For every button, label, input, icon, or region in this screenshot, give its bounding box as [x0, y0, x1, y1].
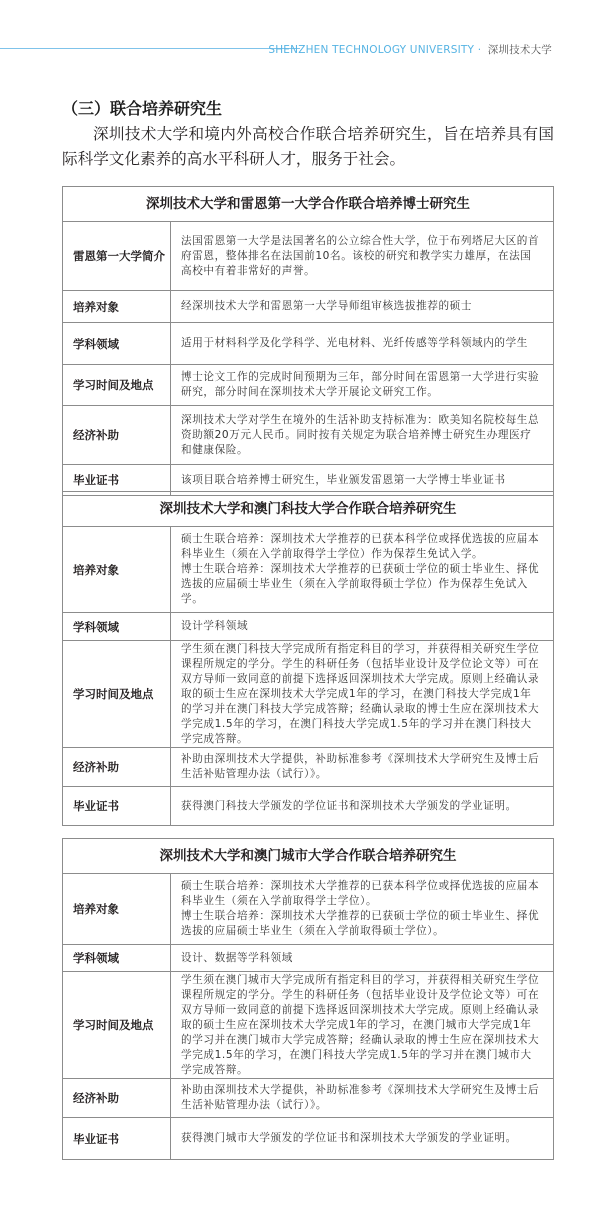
- row-value: 博士论文工作的完成时间预期为三年，部分时间在雷恩第一大学进行实验研究，部分时间在深圳技术大学开展论文研究工作。: [181, 371, 540, 398]
- row-label: 学习时间及地点: [63, 365, 171, 405]
- row-value: 硕士生联合培养：深圳技术大学推荐的已获本科学位或择优选拔的应届本科毕业生（须在入学前取得学士学位）作为保荐生免试入学。 博士生联合培养：深圳技术大学推荐的已获硕士学位的硕士毕业生、择优选拔的应届硕士毕业生（须在入学前取得硕士学位）作为保荐生免试入学。: [181, 533, 540, 605]
- row-label: 毕业证书: [63, 465, 171, 495]
- row-label: 经济补助: [63, 748, 171, 786]
- table-row: [63, 365, 553, 406]
- table-row: [63, 1079, 553, 1118]
- table-row: [63, 323, 553, 365]
- table-row: [63, 748, 553, 787]
- table-row: [63, 1118, 553, 1159]
- table-title: 深圳技术大学和澳门城市大学合作联合培养研究生: [63, 839, 553, 874]
- row-label: 培养对象: [63, 291, 171, 322]
- row-value: 该项目联合培养博士研究生，毕业颁发雷恩第一大学博士毕业证书: [181, 473, 506, 486]
- table-row: [63, 641, 553, 748]
- table-row: [63, 613, 553, 641]
- row-label: 学科领域: [63, 323, 171, 364]
- row-value: 法国雷恩第一大学是法国著名的公立综合性大学，位于布列塔尼大区的首府雷恩，整体排名在法国前10名。该校的研究和教学实力雄厚，在法国高校中有着非常好的声誉。: [181, 234, 540, 277]
- row-value: 硕士生联合培养：深圳技术大学推荐的已获本科学位或择优选拔的应届本科毕业生（须在入学前取得学士学位）。 博士生联合培养：深圳技术大学推荐的已获硕士学位的硕士毕业生、择优选拔的应届硕士毕业生（须在入学前取得硕士学位）。: [181, 880, 540, 937]
- row-value: 补助由深圳技术大学提供，补助标准参考《深圳技术大学研究生及博士后生活补贴管理办法（试行）》。: [181, 1084, 540, 1111]
- row-value: 设计学科领域: [181, 620, 249, 632]
- university-name-en: SHENZHEN TECHNOLOGY UNIVERSITY: [268, 44, 475, 56]
- row-label: 培养对象: [63, 874, 171, 944]
- table-title: 深圳技术大学和澳门科技大学合作联合培养研究生: [63, 492, 553, 527]
- row-value: 获得澳门科技大学颁发的学位证书和深圳技术大学颁发的学业证明。: [181, 799, 517, 812]
- row-label: 经济补助: [63, 406, 171, 464]
- row-label: 毕业证书: [63, 787, 171, 825]
- row-value: 补助由深圳技术大学提供，补助标准参考《深圳技术大学研究生及博士后生活补贴管理办法（试行）》。: [181, 753, 540, 780]
- table-row: [63, 291, 553, 323]
- table-row: [63, 874, 553, 945]
- program-table-cityu: [62, 838, 554, 1160]
- university-name-cn: 深圳技术大学: [487, 44, 552, 56]
- row-value: 设计、数据等学科领域: [181, 951, 293, 964]
- table-title: 深圳技术大学和雷恩第一大学合作联合培养博士研究生: [63, 187, 553, 222]
- row-value: 经深圳技术大学和雷恩第一大学导师组审核选拔推荐的硕士: [181, 300, 473, 312]
- running-header: [268, 42, 552, 57]
- section-title: （三）联合培养研究生: [62, 99, 223, 118]
- row-label: 学习时间及地点: [63, 641, 171, 747]
- row-label: 学科领域: [63, 945, 171, 971]
- table-row: [63, 787, 553, 825]
- table-row: [63, 222, 553, 291]
- table-row: [63, 406, 553, 465]
- header-rule: [0, 48, 300, 49]
- row-label: 经济补助: [63, 1079, 171, 1117]
- row-label: 培养对象: [63, 527, 171, 612]
- row-value: 深圳技术大学对学生在境外的生活补助支持标准为：欧美知名院校每生总资助额20万元人民币。同时按有关规定为联合培养博士研究生办理医疗和健康保险。: [181, 413, 540, 456]
- row-value: 学生须在澳门科技大学完成所有指定科目的学习，并获得相关研究生学位课程所规定的学分。学生的科研任务（包括毕业设计及学位论文等）可在双方导师一致同意的前提下选择返回深圳技术大学完成。原则上经确认录取的硕士生应在深圳技术大学完成1年的学习，在澳门科技大学完成1年的学习并在澳门科技大学完成答辩；经确认录取的博士生应在深圳技术大学完成1.5年的学习，在澳门科技大学完成1.5年的学习并在澳门科技大学完成答辩。: [181, 642, 540, 745]
- row-label: 学习时间及地点: [63, 972, 171, 1078]
- program-table-rennes: [62, 186, 554, 496]
- row-label: 毕业证书: [63, 1118, 171, 1159]
- row-label: 雷恩第一大学简介: [63, 222, 171, 290]
- row-value: 学生须在澳门城市大学完成所有指定科目的学习，并获得相关研究生学位课程所规定的学分。学生的科研任务（包括毕业设计及学位论文等）可在双方导师一致同意的前提下选择返回深圳技术大学完成。原则上经确认录取的硕士生应在深圳技术大学完成1年的学习，在澳门城市大学完成1年的学习并在澳门城市大学完成答辩；经确认录取的博士生应在深圳技术大学完成1.5年的学习，在澳门科技大学完成1.5年的学习并在澳门城市大学完成答辩。: [181, 973, 540, 1076]
- program-table-must: [62, 491, 554, 826]
- table-row: [63, 527, 553, 613]
- table-row: [63, 972, 553, 1079]
- row-label: 学科领域: [63, 613, 171, 640]
- row-value: 适用于材料科学及化学科学、光电材料、光纤传感等学科领域内的学生: [181, 337, 529, 349]
- section-intro: 深圳技术大学和境内外高校合作联合培养研究生，旨在培养具有国际科学文化素养的高水平科研人才，服务于社会。: [62, 125, 554, 168]
- header-separator: ·: [477, 44, 482, 56]
- table-row: [63, 945, 553, 972]
- row-value: 获得澳门城市大学颁发的学位证书和深圳技术大学颁发的学业证明。: [181, 1132, 517, 1144]
